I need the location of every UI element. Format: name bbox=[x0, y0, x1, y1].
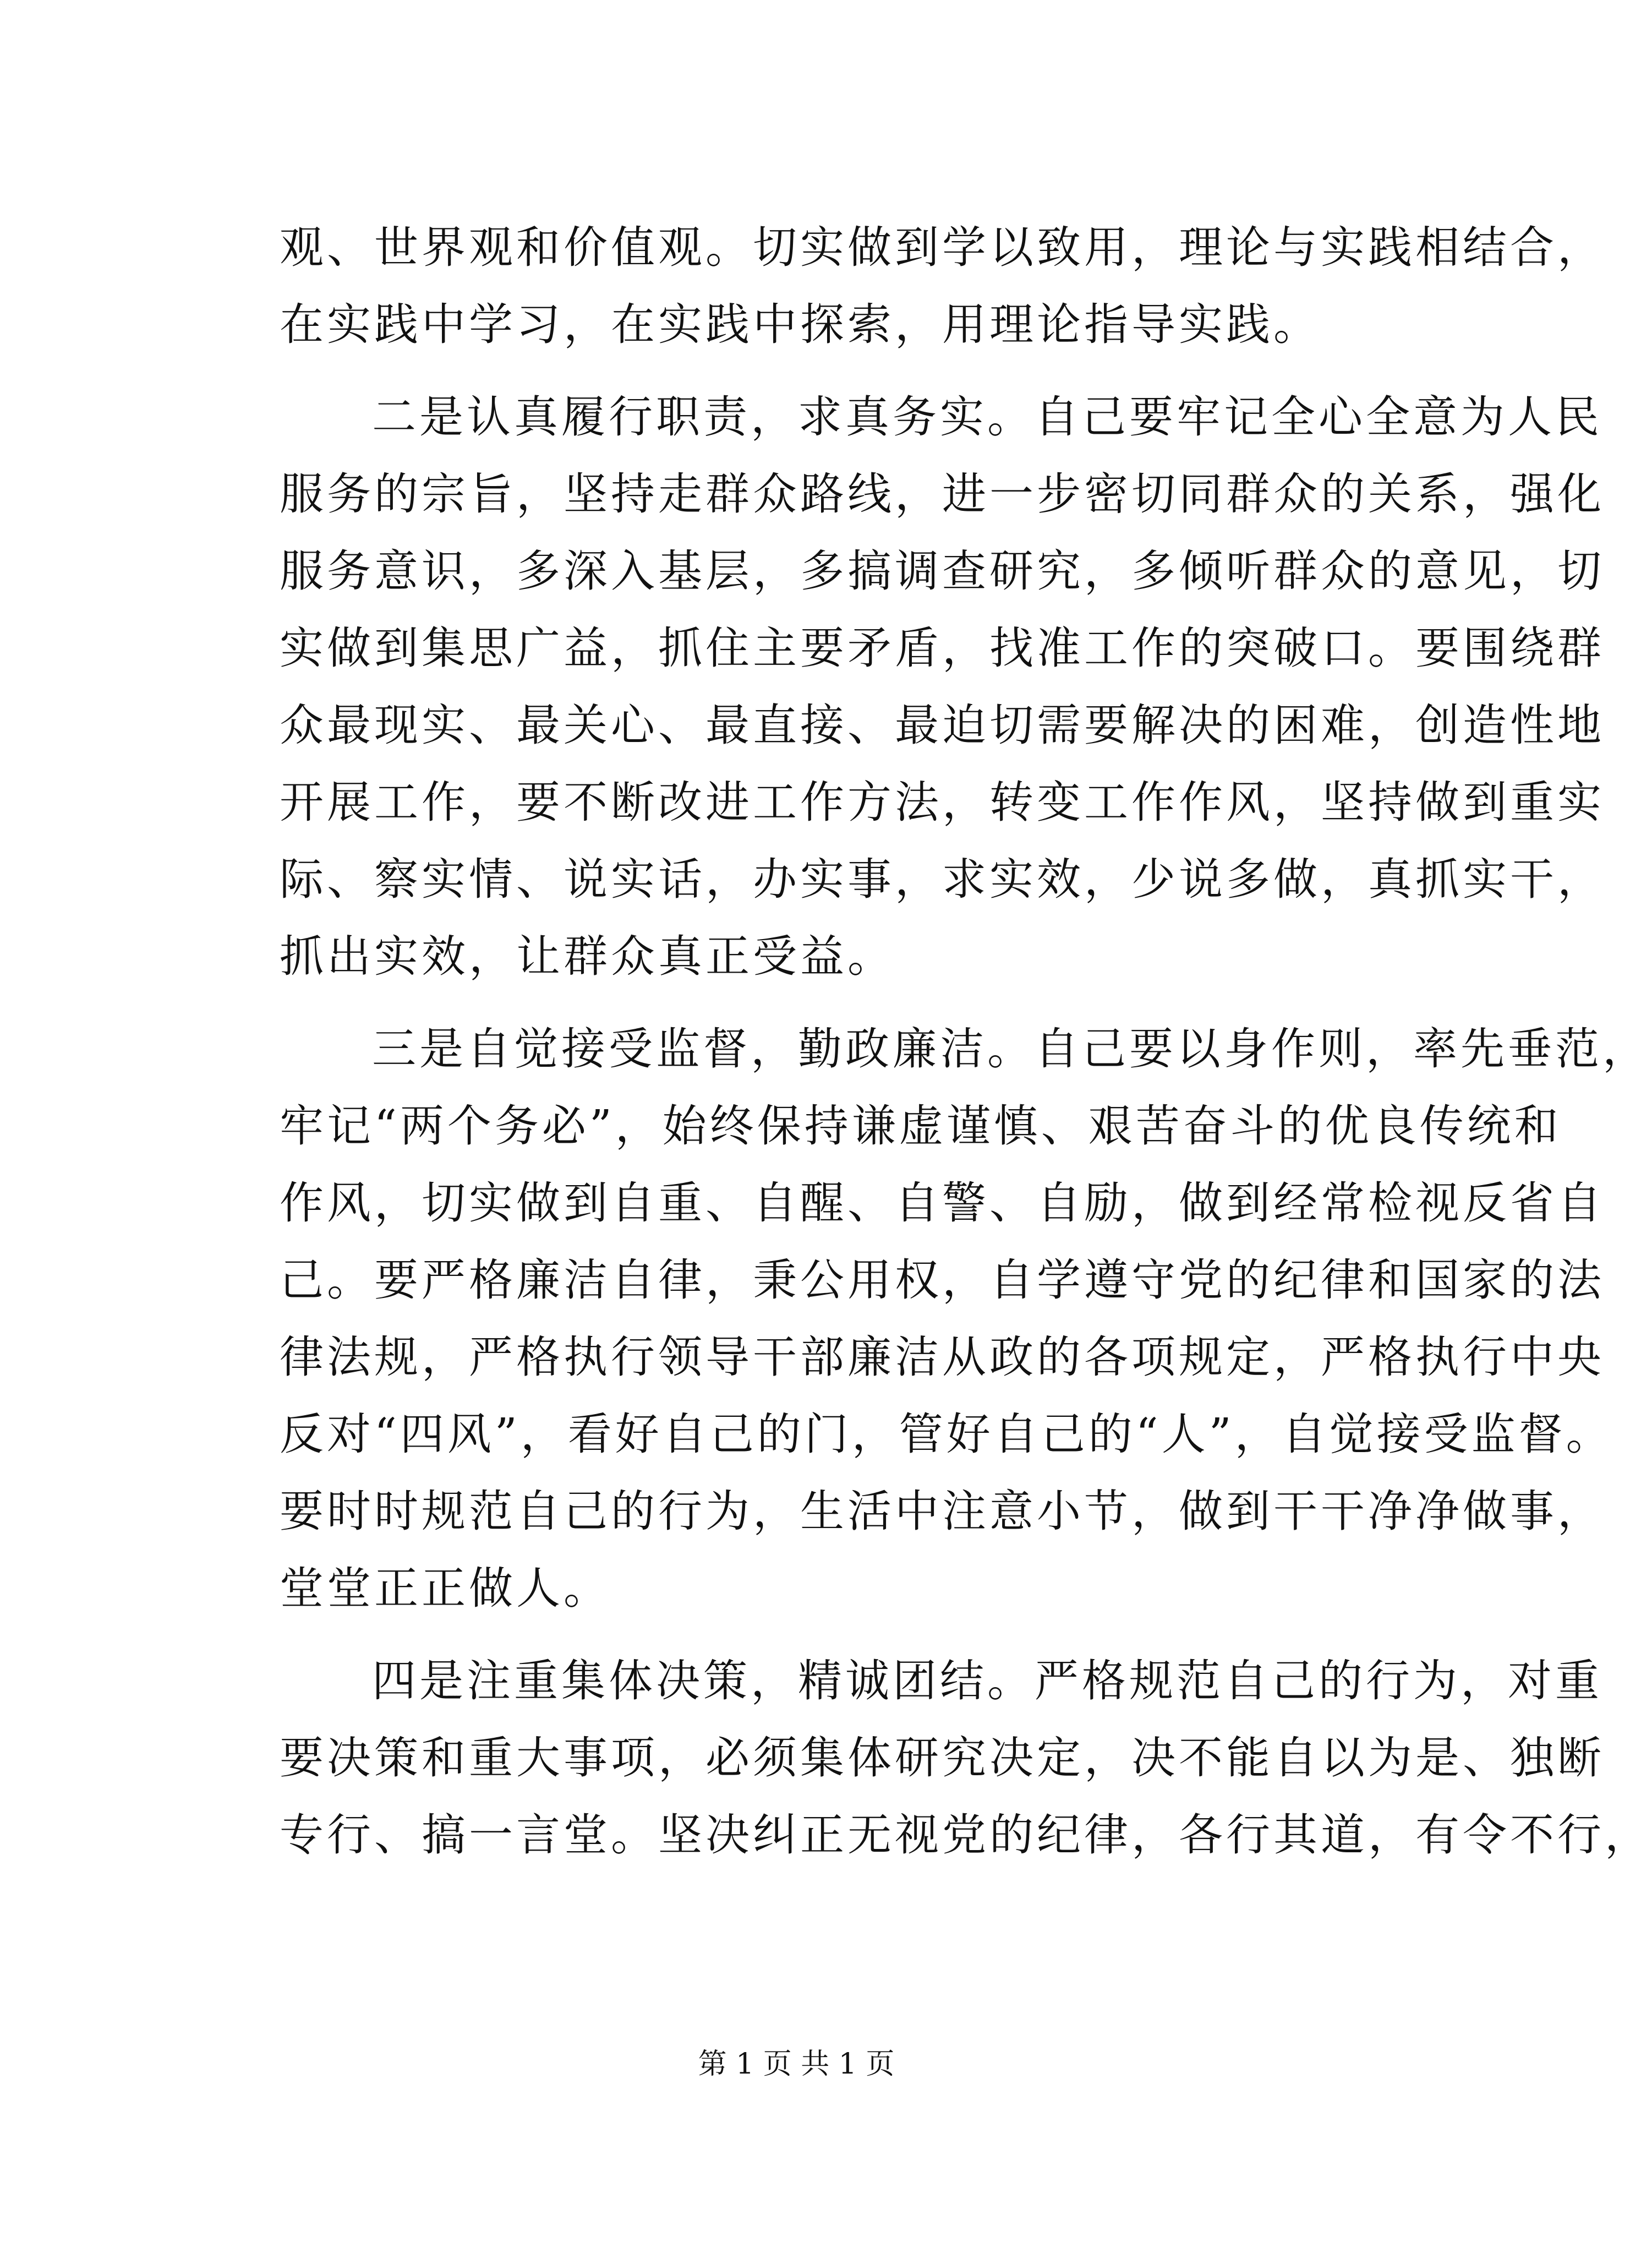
paragraph-4-line-3: 专行、搞一言堂。坚决纠正无视党的纪律，各行其道，有令不行， bbox=[280, 1809, 1652, 1861]
page-number-footer: 第 1 页 共 1 页 bbox=[698, 2048, 895, 2081]
paragraph-3-line-3: 作风，切实做到自重、自醒、自警、自励，做到经常检视反省自 bbox=[280, 1177, 1605, 1229]
paragraph-2-line-2: 服务的宗旨，坚持走群众路线，进一步密切同群众的关系，强化 bbox=[280, 468, 1605, 520]
paragraph-2-line-1: 二是认真履行职责，求真务实。自己要牢记全心全意为人民 bbox=[372, 391, 1602, 443]
paragraph-2-line-4: 实做到集思广益，抓住主要矛盾，找准工作的突破口。要围绕群 bbox=[280, 623, 1605, 674]
paragraph-3-line-8: 堂堂正正做人。 bbox=[280, 1563, 611, 1614]
body-text bbox=[280, 209, 1652, 1874]
paragraph-3-line-7: 要时时规范自己的行为，生活中注意小节，做到干干净净做事， bbox=[280, 1486, 1605, 1537]
paragraph-3-line-1: 三是自觉接受监督，勤政廉洁。自己要以身作则，率先垂范， bbox=[372, 1023, 1650, 1074]
paragraph-1-line-2: 在实践中学习，在实践中探索，用理论指导实践。 bbox=[280, 299, 1321, 350]
paragraph-2-line-8: 抓出实效，让群众真正受益。 bbox=[280, 931, 895, 982]
paragraph-3-line-6: 反对“四风”，看好自己的门，管好自己的“人”，自觉接受监督。 bbox=[280, 1409, 1613, 1460]
paragraph-2-line-3: 服务意识，多深入基层，多搞调查研究，多倾听群众的意见，切 bbox=[280, 545, 1605, 597]
paragraph-3-line-2: 牢记“两个务必”，始终保持谦虚谨慎、艰苦奋斗的优良传统和 bbox=[280, 1100, 1562, 1152]
paragraph-3-line-5: 律法规，严格执行领导干部廉洁从政的各项规定，严格执行中央 bbox=[280, 1332, 1605, 1383]
paragraph-4-line-1: 四是注重集体决策，精诚团结。严格规范自己的行为，对重 bbox=[372, 1655, 1602, 1706]
paragraph-4-line-2: 要决策和重大事项，必须集体研究决定，决不能自以为是、独断 bbox=[280, 1732, 1605, 1783]
paragraph-2-line-7: 际、察实情、说实话，办实事，求实效，少说多做，真抓实干， bbox=[280, 854, 1605, 905]
paragraph-2-line-5: 众最现实、最关心、最直接、最迫切需要解决的困难，创造性地 bbox=[280, 700, 1605, 751]
paragraph-3-line-4: 己。要严格廉洁自律，秉公用权，自学遵守党的纪律和国家的法 bbox=[280, 1254, 1605, 1306]
paragraph-1-line-1: 观、世界观和价值观。切实做到学以致用，理论与实践相结合， bbox=[280, 222, 1605, 273]
paragraph-2-line-6: 开展工作，要不断改进工作方法，转变工作作风，坚持做到重实 bbox=[280, 777, 1605, 828]
